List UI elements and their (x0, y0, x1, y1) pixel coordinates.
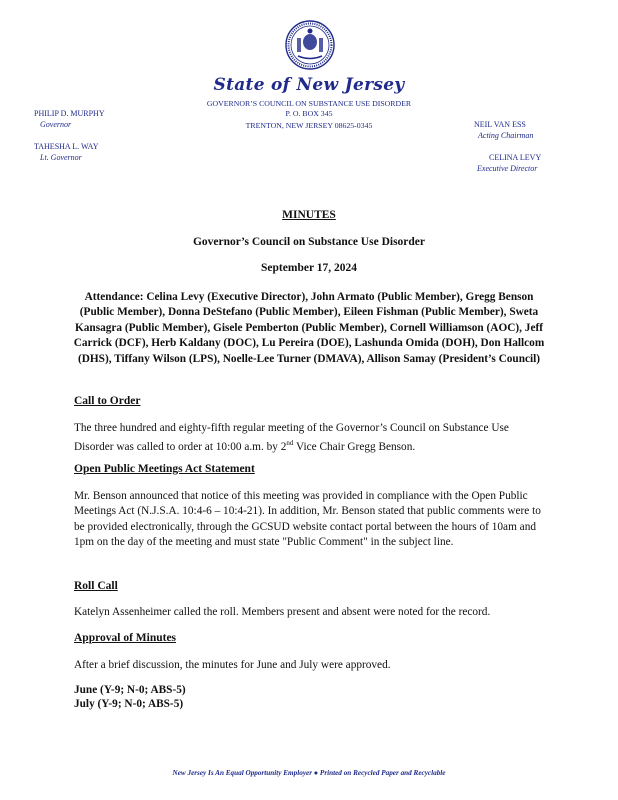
footer-note: New Jersey Is An Equal Opportunity Employer ● Printed on Recycled Paper and Recyclable (172, 769, 446, 777)
executive-director-title: Executive Director (477, 164, 538, 173)
document-title: MINUTES (282, 209, 336, 221)
city-address: TRENTON, NEW JERSEY 08625-0345 (245, 121, 373, 130)
meeting-date: September 17, 2024 (261, 262, 357, 274)
attendance-list: Attendance: Celina Levy (Executive Director), John Armato (Public Member), Gregg Benson (Public Member), Donna DeStefano (Public Member), Eileen Fishman (Public Member), Sweta Kansagra (Public Member), Gisele Pemberton (Public Member), Cornell Williamson (AOC), Jeff Carrick (DCF), Herb Kaldany (DOC), Lu Pereira (DOE), Lashunda Omida (DOH), Don Hallcom (DHS), Tiffany Wilson (LPS), Noelle-Lee Turner (DMAVA), Allison Samay (President’s Council) (73, 291, 545, 365)
opma-heading: Open Public Meetings Act Statement (74, 463, 255, 475)
governor-title: Governor (40, 120, 72, 129)
state-title: State of New Jersey (213, 75, 405, 95)
lt-governor-name: TAHESHA L. WAY (34, 142, 99, 151)
po-box: P. O. BOX 345 (285, 109, 333, 118)
council-name: GOVERNOR’S COUNCIL ON SUBSTANCE USE DISORDER (206, 99, 412, 108)
roll-call-text: Katelyn Assenheimer called the roll. Members present and absent were noted for the record. (74, 606, 491, 618)
call-to-order-text: The three hundred and eighty-fifth regular meeting of the Governor’s Council on Substance Use Disorder was called to order at 10:00 a.m. by 2nd Vice Chair Gregg Benson. (74, 422, 509, 454)
approval-text: After a brief discussion, the minutes for June and July were approved. (74, 659, 391, 671)
executive-director-name: CELINA LEVY (489, 153, 542, 162)
acting-chairman-title: Acting Chairman (478, 131, 534, 140)
roll-call-heading: Roll Call (74, 580, 118, 592)
june-vote: June (Y-9; N-0; ABS-5) (74, 684, 186, 696)
call-to-order-heading: Call to Order (74, 395, 141, 407)
state-seal-logo (285, 20, 335, 70)
governor-name: PHILIP D. MURPHY (34, 109, 105, 118)
acting-chairman-name: NEIL VAN ESS (474, 120, 526, 129)
lt-governor-title: Lt. Governor (40, 153, 82, 162)
meeting-body-name: Governor’s Council on Substance Use Disorder (192, 236, 426, 248)
july-vote: July (Y-9; N-0; ABS-5) (74, 698, 184, 710)
opma-text: Mr. Benson announced that notice of this meeting was provided in compliance with the Open Public Meetings Act (N.J.S.A. 10:4-6 – 10:4-21). In addition, Mr. Benson stated that public comments were to be provided electronically, through the GCSUD website contact portal between the hours of 10am and 1pm on the day of the meeting and must state "Public Comment" in the subject line. (74, 490, 541, 549)
approval-heading: Approval of Minutes (74, 632, 177, 644)
